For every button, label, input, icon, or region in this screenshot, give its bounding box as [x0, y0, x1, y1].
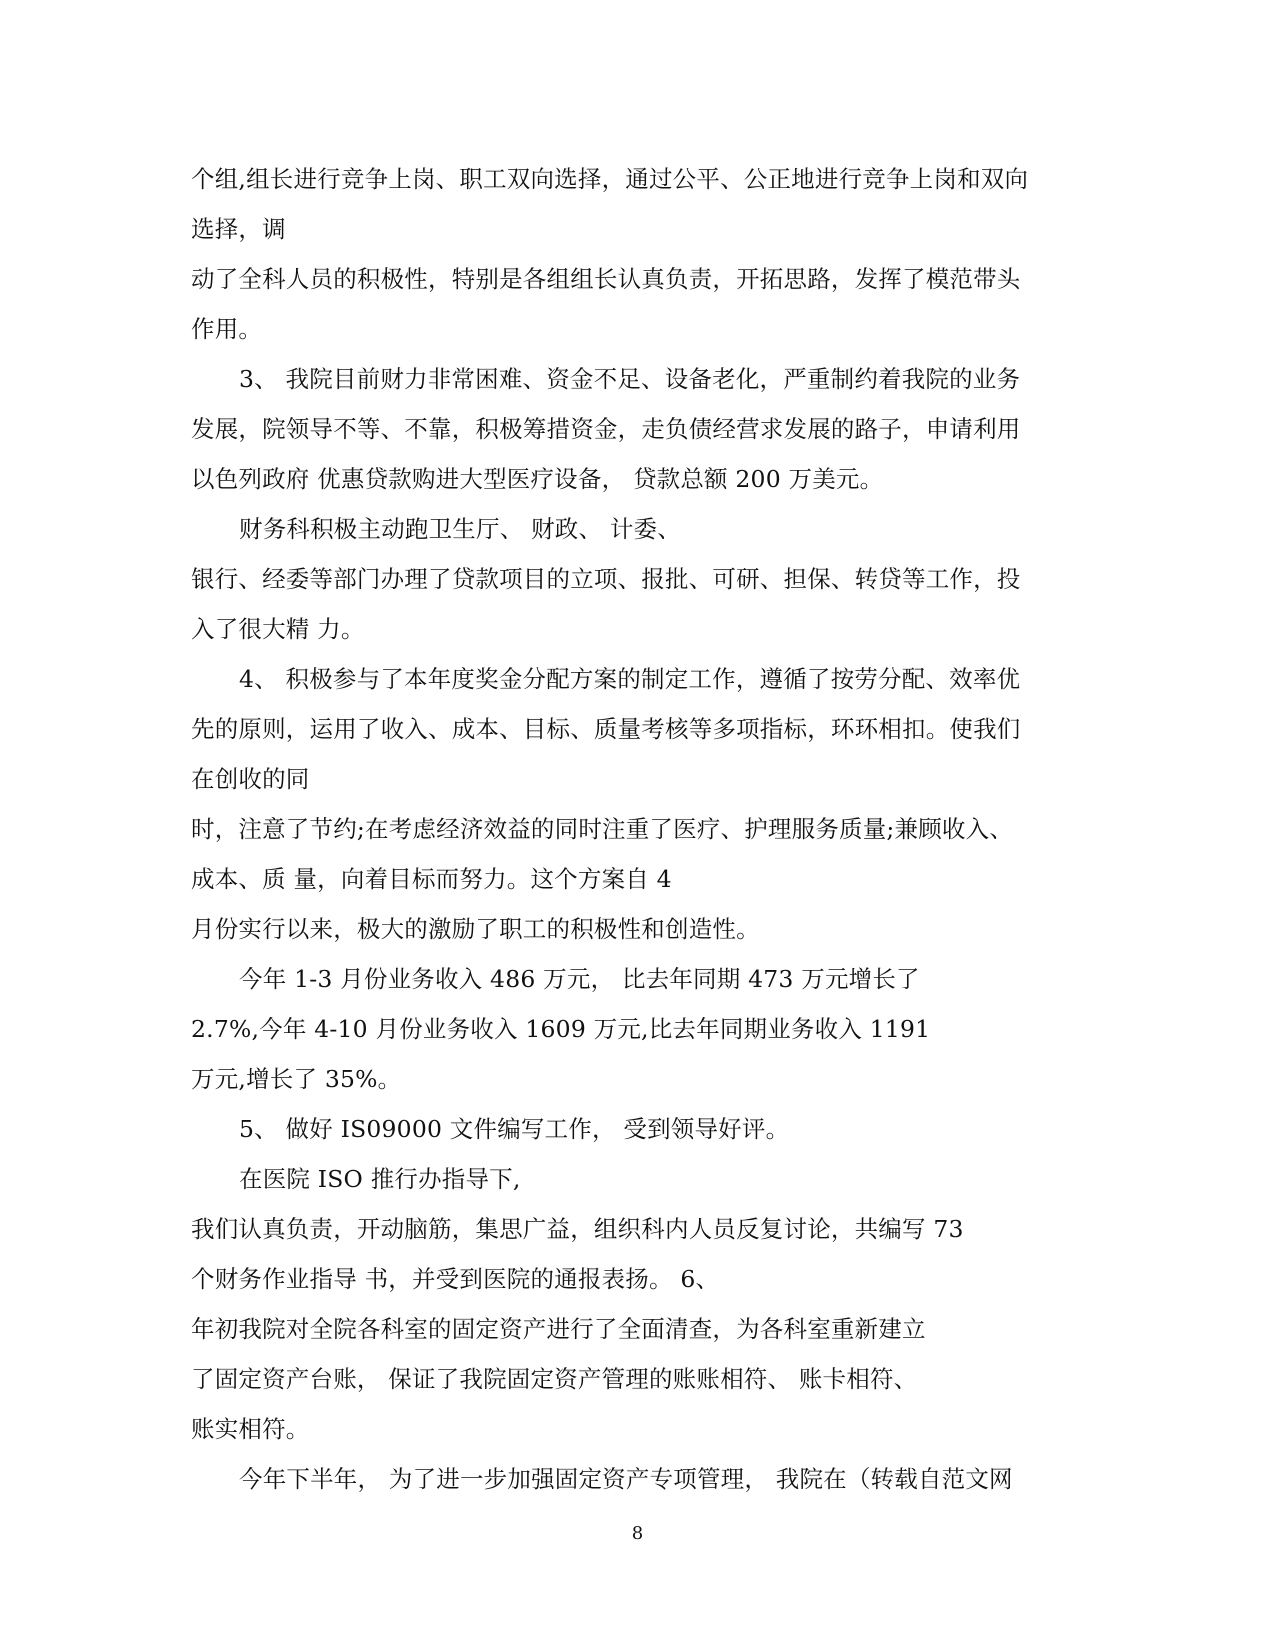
text-line: 2.7%,今年 4-10 月份业务收入 1609 万元,比去年同期业务收入 1191 — [191, 1015, 931, 1043]
text-line: 先的原则，运用了收入、成本、目标、质量考核等多项指标，环环相扣。使我们 — [191, 715, 1021, 743]
text-line: 动了全科人员的积极性，特别是各组组长认真负责，开拓思路，发挥了模范带头 — [191, 265, 1021, 293]
text-line: 选择，调 — [191, 215, 286, 243]
text-line: 个财务作业指导 书，并受到医院的通报表扬。 6、 — [191, 1265, 720, 1293]
page-number: 8 — [631, 1523, 644, 1544]
text-line: 账实相符。 — [191, 1415, 310, 1443]
text-line: 财务科积极主动跑卫生厅、 财政、 计委、 — [239, 515, 681, 543]
text-line: 发展，院领导不等、不靠，积极筹措资金，走负债经营求发展的路子，申请利用 — [191, 415, 1021, 443]
text-line: 了固定资产台账， 保证了我院固定资产管理的账账相符、 账卡相符、 — [191, 1365, 918, 1393]
text-line: 在医院 ISO 推行办指导下, — [239, 1165, 521, 1193]
text-line: 今年下半年， 为了进一步加强固定资产专项管理， 我院在（转载自范文网 — [239, 1465, 1013, 1493]
text-line: 月份实行以来，极大的激励了职工的积极性和创造性。 — [191, 915, 760, 943]
text-line: 3、 我院目前财力非常困难、资金不足、设备老化，严重制约着我院的业务 — [239, 365, 1021, 393]
text-line: 时，注意了节约;在考虑经济效益的同时注重了医疗、护理服务质量;兼顾收入、 — [191, 815, 1014, 843]
text-line: 个组,组长进行竞争上岗、职工双向选择，通过公平、公正地进行竞争上岗和双向 — [191, 165, 1029, 193]
text-line: 成本、质 量，向着目标而努力。这个方案自 4 — [191, 865, 672, 893]
text-line: 作用。 — [191, 315, 263, 343]
text-line: 5、 做好 IS09000 文件编写工作， 受到领导好评。 — [239, 1115, 790, 1143]
text-line: 在创收的同 — [191, 765, 310, 793]
text-line: 入了很大精 力。 — [191, 615, 365, 643]
text-line: 4、 积极参与了本年度奖金分配方案的制定工作，遵循了按劳分配、效率优 — [239, 665, 1021, 693]
text-line: 万元,增长了 35%。 — [191, 1065, 402, 1093]
text-line: 以色列政府 优惠贷款购进大型医疗设备， 贷款总额 200 万美元。 — [191, 465, 884, 493]
body-text — [191, 154, 1091, 1504]
text-line: 今年 1-3 月份业务收入 486 万元， 比去年同期 473 万元增长了 — [239, 965, 920, 993]
text-line: 我们认真负责，开动脑筋，集思广益，组织科内人员反复讨论，共编写 73 — [191, 1215, 964, 1243]
text-line: 年初我院对全院各科室的固定资产进行了全面清查，为各科室重新建立 — [191, 1315, 926, 1343]
text-line: 银行、经委等部门办理了贷款项目的立项、报批、可研、担保、转贷等工作，投 — [191, 565, 1021, 593]
